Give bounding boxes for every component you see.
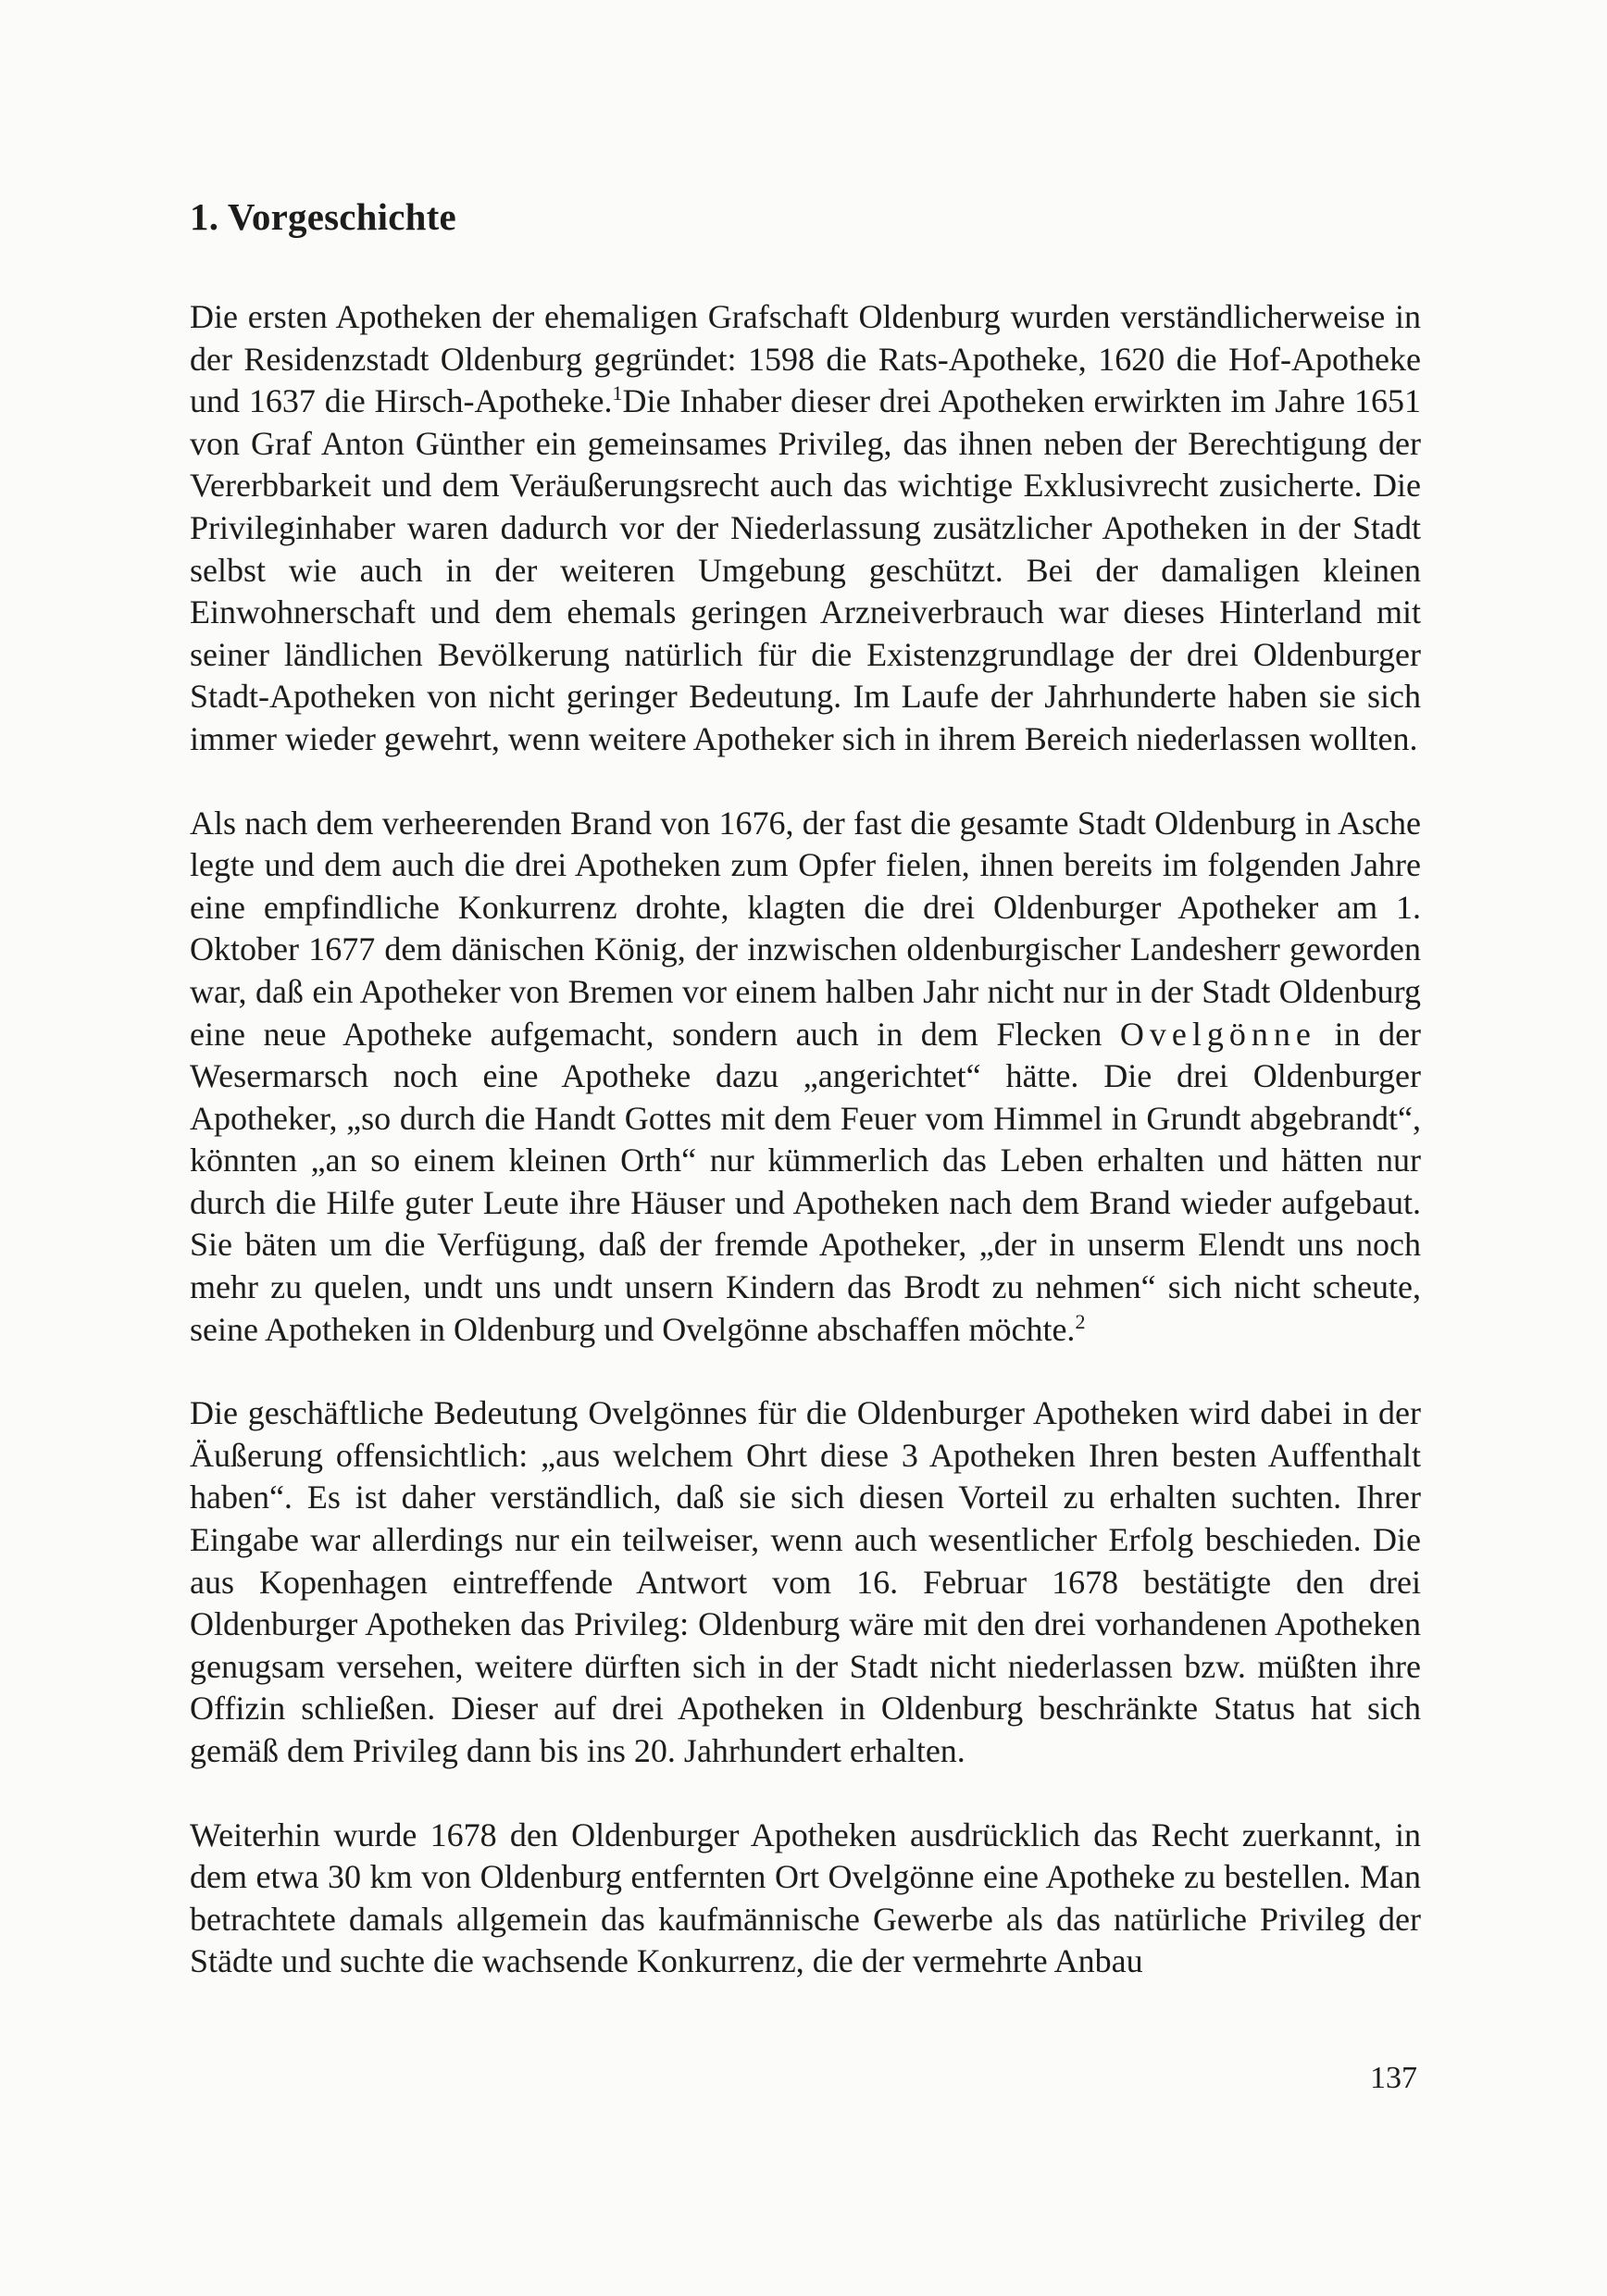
section-heading: 1. Vorgeschichte (190, 195, 456, 238)
paragraph-2-text-a: Als nach dem verheerenden Brand von 1676, der fast die gesamte Stadt Oldenburg in Asche legte und dem auch die drei Apotheken zum Opfer fielen, ihnen bereits im folgenden Jahre eine empfindliche Konkurrenz drohte, klagten die drei Oldenburger Apotheker am 1. Oktober 1677 dem dänischen König, der inzwischen oldenburgischer Landesherr geworden war, daß ein Apotheker von Bremen vor einem halben Jahr nicht nur in der Stadt Oldenburg eine neue Apotheke aufgemacht, sondern auch in dem Flecken (190, 804, 1421, 1053)
paragraph-1-text-b: Die Inhaber dieser drei Apotheken erwirkten im Jahre 1651 von Graf Anton Günther ein gemeinsames Privileg, das ihnen neben der Berechtigung der Vererbbarkeit und dem Veräußerungsrecht auch das wichtige Exklusivrecht zusicherte. Die Privileginhaber waren dadurch vor der Niederlassung zusätzlicher Apotheken in der Stadt selbst wie auch in der weiteren Umgebung geschützt. Bei der damaligen kleinen Einwohnerschaft und dem ehemals geringen Arzneiverbrauch war dieses Hinterland mit seiner ländlichen Bevölkerung natürlich für die Existenzgrundlage der drei Oldenburger Stadt-Apotheken von nicht geringer Bedeutung. Im Laufe der Jahrhunderte haben sie sich immer wieder gewehrt, wenn weitere Apotheker sich in ihrem Bereich niederlassen wollten. (190, 382, 1422, 757)
footnote-marker-1: 1 (612, 381, 623, 406)
paragraph-4: Weiterhin wurde 1678 den Oldenburger Apotheken ausdrücklich das Recht zuerkannt, in dem etwa 30 km von Oldenburg entfernten Ort Ovelgönne eine Apotheke zu bestellen. Man betrachtete damals allgemein das kaufmännische Gewerbe als das natürliche Privileg der Städte und suchte die wachsende Konkurrenz, die der vermehrte Anbau (190, 1816, 1421, 1980)
footnote-marker-2: 2 (1075, 1309, 1086, 1333)
page-content (190, 194, 1421, 2025)
paragraph-2-text-b: in der Wesermarsch noch eine Apotheke dazu „angerichtet“ hätte. Die drei Oldenburger Apotheker, „so durch die Handt Gottes mit dem Feuer vom Himmel in Grundt abgebrandt“, könnten „an so einem kleinen Orth“ nur kümmerlich das Leben erhalten und hätten nur durch die Hilfe guter Leute ihre Häuser und Apotheken nach dem Brand wieder aufgebaut. Sie bäten um die Verfügung, daß der fremde Apotheker, „der in unserm Elendt uns noch mehr zu quelen, undt uns undt unsern Kindern das Brodt zu nehmen“ sich nicht scheute, seine Apotheken in Oldenburg und Ovelgönne abschaffen möchte. (190, 1015, 1422, 1348)
paragraph-1-text-a: Die ersten Apotheken der ehemaligen Grafschaft Oldenburg wurden verständlicherweise in der Residenzstadt Oldenburg gegründet: 1598 die Rats-Apotheke, 1620 die Hof-Apotheke und 1637 die Hirsch-Apotheke. (190, 298, 1421, 420)
spaced-place-name: Ovelgönne (1119, 1015, 1316, 1053)
paragraph-2 (190, 803, 1421, 1352)
paragraph-3: Die geschäftliche Bedeutung Ovelgönnes für die Oldenburger Apotheken wird dabei in der Äußerung offensichtlich: „aus welchem Ohrt diese 3 Apotheken Ihren besten Auffenthalt haben“. Es ist daher verständlich, daß sie sich diesen Vorteil zu erhalten suchten. Ihrer Eingabe war allerdings nur ein teilweiser, wenn auch wesentlicher Erfolg beschieden. Die aus Kopenhagen eintreffende Antwort vom 16. Februar 1678 bestätigte den drei Oldenburger Apotheken das Privileg: Oldenburg wäre mit den drei vorhandenen Apotheken genugsam versehen, weitere dürften sich in der Stadt nicht niederlassen bzw. müßten ihre Offizin schließen. Dieser auf drei Apotheken in Oldenburg beschränkte Status hat sich gemäß dem Privileg dann bis ins 20. Jahrhundert erhalten. (190, 1394, 1421, 1769)
page-number: 137 (1370, 2061, 1417, 2095)
paragraph-1 (190, 296, 1421, 761)
